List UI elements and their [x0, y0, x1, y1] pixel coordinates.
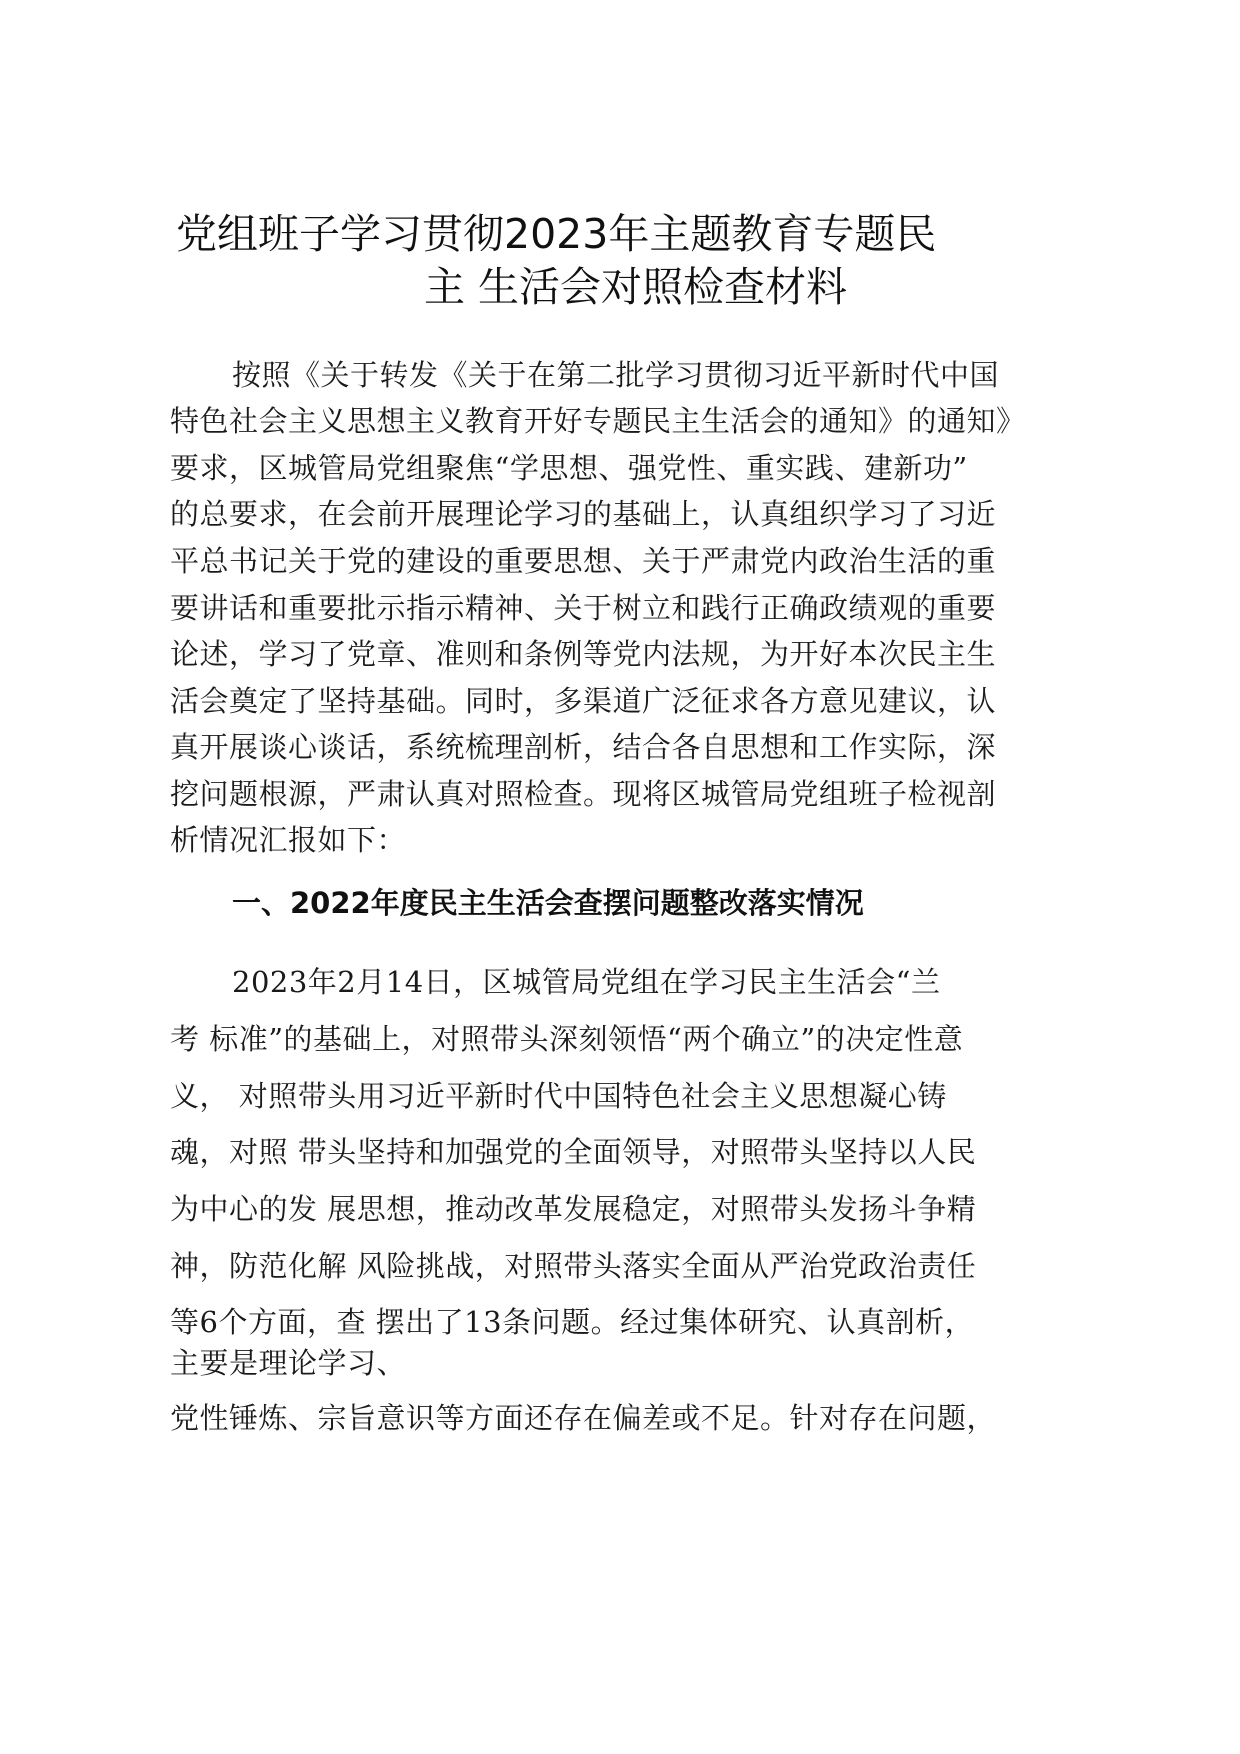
paragraph-1-line-1: 按照《关于转发《关于在第二批学习贯彻习近平新时代中国: [232, 358, 1000, 392]
paragraph-2-line-8: 主要是理论学习、: [170, 1346, 407, 1380]
paragraph-1-line-11: 析情况汇报如下：: [170, 823, 407, 857]
paragraph-2-line-5: 为中心的发 展思想，推动改革发展稳定，对照带头发扬斗争精: [170, 1192, 977, 1226]
section-heading-1: 一、2022年度民主生活会查摆问题整改落实情况: [232, 886, 864, 920]
paragraph-2-line-1: 2023年2月14日，区城管局党组在学习民主生活会“兰: [232, 965, 941, 999]
paragraph-1-line-10: 挖问题根源，严肃认真对照检查。现将区城管局党组班子检视剖: [170, 777, 997, 811]
document-title-line-1: 党组班子学习贯彻2023年主题教育专题民: [176, 210, 937, 258]
document-title-line-2: 主 生活会对照检查材料: [424, 263, 848, 311]
paragraph-1-line-7: 论述，学习了党章、准则和条例等党内法规，为开好本次民主生: [170, 637, 997, 671]
paragraph-2-line-6: 神，防范化解 风险挑战，对照带头落实全面从严治党政治责任: [170, 1249, 977, 1283]
paragraph-1-line-8: 活会奠定了坚持基础。同时，多渠道广泛征求各方意见建议，认: [170, 684, 997, 718]
paragraph-1-line-4: 的总要求，在会前开展理论学习的基础上，认真组织学习了习近: [170, 497, 997, 531]
paragraph-2-line-9: 党性锤炼、宗旨意识等方面还存在偏差或不足。针对存在问题，: [170, 1401, 997, 1435]
paragraph-1-line-6: 要讲话和重要批示指示精神、关于树立和践行正确政绩观的重要: [170, 591, 997, 625]
paragraph-1-line-5: 平总书记关于党的建设的重要思想、关于严肃党内政治生活的重: [170, 544, 997, 578]
paragraph-2-line-4: 魂，对照 带头坚持和加强党的全面领导，对照带头坚持以人民: [170, 1135, 977, 1169]
paragraph-2-line-3: 义， 对照带头用习近平新时代中国特色社会主义思想凝心铸: [170, 1079, 947, 1113]
paragraph-2-line-7: 等6个方面，查 摆出了13条问题。经过集体研究、认真剖析，: [170, 1305, 975, 1339]
paragraph-1-line-9: 真开展谈心谈话，系统梳理剖析，结合各自思想和工作实际，深: [170, 730, 997, 764]
paragraph-1-line-3: 要求，区城管局党组聚焦“学思想、强党性、重实践、建新功”: [170, 451, 968, 485]
paragraph-2-line-2: 考 标准”的基础上，对照带头深刻领悟“两个确立”的决定性意: [170, 1022, 964, 1056]
paragraph-1-line-2: 特色社会主义思想主义教育开好专题民主生活会的通知》的通知》: [170, 404, 1026, 438]
